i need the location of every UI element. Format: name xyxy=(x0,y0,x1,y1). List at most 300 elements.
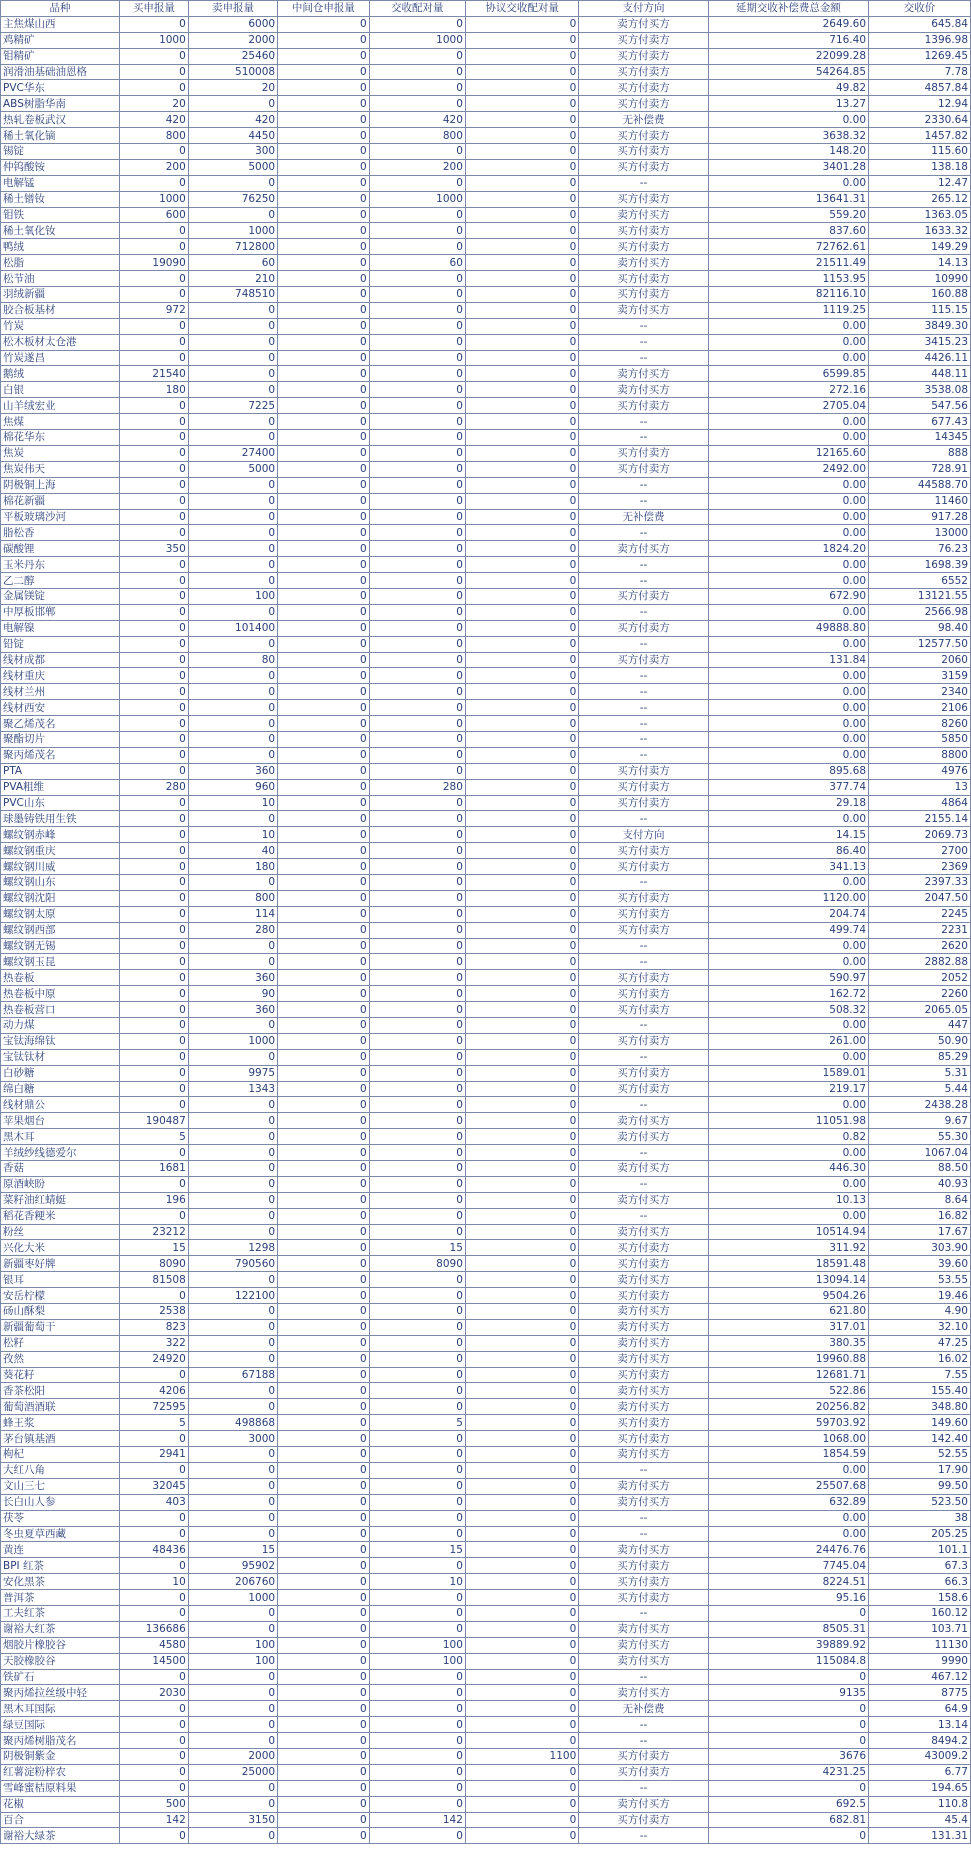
cell-buy-qty: 23212 xyxy=(120,1224,189,1240)
cell-mid-qty: 0 xyxy=(278,843,370,859)
cell-variety: 宝钛海绵钛 xyxy=(1,1033,120,1049)
table-row xyxy=(1,1558,971,1574)
cell-compensation: 341.13 xyxy=(708,859,868,875)
cell-mid-qty: 0 xyxy=(278,588,370,604)
cell-compensation: 12165.60 xyxy=(708,445,868,461)
cell-variety: 动力煤 xyxy=(1,1018,120,1034)
cell-agreement-qty: 0 xyxy=(465,350,578,366)
cell-settle-price: 448.11 xyxy=(869,366,971,382)
cell-buy-qty: 0 xyxy=(120,445,189,461)
cell-buy-qty: 0 xyxy=(120,1733,189,1749)
cell-mid-qty: 0 xyxy=(278,1176,370,1192)
cell-agreement-qty: 0 xyxy=(465,1637,578,1653)
cell-payment-direction: -- xyxy=(579,731,708,747)
cell-variety: 粉丝 xyxy=(1,1224,120,1240)
cell-payment-direction: 卖方付买方 xyxy=(579,1192,708,1208)
cell-buy-qty: 0 xyxy=(120,684,189,700)
cell-mid-qty: 0 xyxy=(278,1574,370,1590)
table-row xyxy=(1,1049,971,1065)
table-row xyxy=(1,986,971,1002)
cell-sell-qty: 3150 xyxy=(188,1812,277,1828)
cell-compensation: 12681.71 xyxy=(708,1367,868,1383)
cell-match-qty: 0 xyxy=(369,1605,465,1621)
cell-sell-qty: 40 xyxy=(188,843,277,859)
cell-compensation: 9504.26 xyxy=(708,1288,868,1304)
cell-variety: 安化黑茶 xyxy=(1,1574,120,1590)
table-row xyxy=(1,414,971,430)
table-row xyxy=(1,430,971,446)
cell-mid-qty: 0 xyxy=(278,461,370,477)
cell-mid-qty: 0 xyxy=(278,287,370,303)
cell-sell-qty: 0 xyxy=(188,382,277,398)
cell-settle-price: 115.15 xyxy=(869,302,971,318)
cell-buy-qty: 196 xyxy=(120,1192,189,1208)
table-row xyxy=(1,843,971,859)
cell-match-qty: 0 xyxy=(369,366,465,382)
cell-sell-qty: 0 xyxy=(188,1685,277,1701)
table-row xyxy=(1,684,971,700)
cell-agreement-qty: 0 xyxy=(465,318,578,334)
cell-agreement-qty: 0 xyxy=(465,652,578,668)
cell-settle-price: 547.56 xyxy=(869,398,971,414)
cell-mid-qty: 0 xyxy=(278,731,370,747)
cell-match-qty: 0 xyxy=(369,684,465,700)
table-row xyxy=(1,1669,971,1685)
cell-compensation: 311.92 xyxy=(708,1240,868,1256)
cell-payment-direction: 卖方付买方 xyxy=(579,302,708,318)
cell-match-qty: 0 xyxy=(369,1002,465,1018)
cell-variety: 谢裕大绿茶 xyxy=(1,1828,120,1844)
cell-compensation: 377.74 xyxy=(708,779,868,795)
cell-match-qty: 0 xyxy=(369,811,465,827)
cell-sell-qty: 0 xyxy=(188,1176,277,1192)
cell-variety: 平板玻璃沙河 xyxy=(1,509,120,525)
cell-mid-qty: 0 xyxy=(278,1462,370,1478)
cell-buy-qty: 0 xyxy=(120,80,189,96)
cell-mid-qty: 0 xyxy=(278,525,370,541)
table-row xyxy=(1,223,971,239)
cell-settle-price: 728.91 xyxy=(869,461,971,477)
cell-payment-direction: 无补偿费 xyxy=(579,1701,708,1717)
cell-agreement-qty: 0 xyxy=(465,1717,578,1733)
table-row xyxy=(1,1478,971,1494)
cell-agreement-qty: 0 xyxy=(465,763,578,779)
cell-mid-qty: 0 xyxy=(278,1033,370,1049)
cell-mid-qty: 0 xyxy=(278,1717,370,1733)
table-row xyxy=(1,700,971,716)
cell-compensation: 0 xyxy=(708,1669,868,1685)
cell-match-qty: 15 xyxy=(369,1240,465,1256)
cell-settle-price: 12.94 xyxy=(869,96,971,112)
cell-settle-price: 13.14 xyxy=(869,1717,971,1733)
cell-match-qty: 0 xyxy=(369,1494,465,1510)
cell-payment-direction: 买方付卖方 xyxy=(579,1002,708,1018)
cell-buy-qty: 0 xyxy=(120,954,189,970)
cell-mid-qty: 0 xyxy=(278,48,370,64)
cell-variety: 新疆枣好牌 xyxy=(1,1256,120,1272)
table-row xyxy=(1,32,971,48)
cell-buy-qty: 48436 xyxy=(120,1542,189,1558)
cell-match-qty: 0 xyxy=(369,1033,465,1049)
cell-payment-direction: 买方付卖方 xyxy=(579,906,708,922)
cell-sell-qty: 0 xyxy=(188,414,277,430)
cell-compensation: 0.00 xyxy=(708,684,868,700)
cell-payment-direction: -- xyxy=(579,557,708,573)
cell-agreement-qty: 0 xyxy=(465,1590,578,1606)
cell-match-qty: 0 xyxy=(369,1065,465,1081)
cell-variety: 热轧卷板武汉 xyxy=(1,112,120,128)
cell-variety: 新疆葡萄干 xyxy=(1,1319,120,1335)
cell-sell-qty: 67188 xyxy=(188,1367,277,1383)
table-row xyxy=(1,557,971,573)
cell-variety: 金属镁锭 xyxy=(1,588,120,604)
cell-sell-qty: 0 xyxy=(188,1129,277,1145)
cell-mid-qty: 0 xyxy=(278,1828,370,1844)
cell-buy-qty: 0 xyxy=(120,843,189,859)
cell-settle-price: 2700 xyxy=(869,843,971,859)
table-row xyxy=(1,1510,971,1526)
cell-variety: 菜籽油红蜻蜓 xyxy=(1,1192,120,1208)
cell-mid-qty: 0 xyxy=(278,144,370,160)
cell-sell-qty: 122100 xyxy=(188,1288,277,1304)
cell-match-qty: 0 xyxy=(369,1590,465,1606)
cell-agreement-qty: 0 xyxy=(465,1065,578,1081)
cell-settle-price: 16.02 xyxy=(869,1351,971,1367)
cell-compensation: 0.00 xyxy=(708,175,868,191)
table-row xyxy=(1,1605,971,1621)
table-row xyxy=(1,938,971,954)
table-row xyxy=(1,636,971,652)
cell-settle-price: 14.13 xyxy=(869,255,971,271)
cell-mid-qty: 0 xyxy=(278,922,370,938)
cell-agreement-qty: 0 xyxy=(465,938,578,954)
cell-mid-qty: 0 xyxy=(278,684,370,700)
cell-agreement-qty: 0 xyxy=(465,811,578,827)
table-row xyxy=(1,112,971,128)
cell-compensation: 13641.31 xyxy=(708,191,868,207)
cell-agreement-qty: 0 xyxy=(465,1367,578,1383)
cell-agreement-qty: 0 xyxy=(465,477,578,493)
cell-buy-qty: 0 xyxy=(120,1462,189,1478)
cell-mid-qty: 0 xyxy=(278,1812,370,1828)
table-row xyxy=(1,1208,971,1224)
table-row xyxy=(1,1542,971,1558)
cell-compensation: 39889.92 xyxy=(708,1637,868,1653)
cell-settle-price: 8260 xyxy=(869,716,971,732)
cell-sell-qty: 498868 xyxy=(188,1415,277,1431)
cell-agreement-qty: 0 xyxy=(465,509,578,525)
cell-buy-qty: 0 xyxy=(120,1590,189,1606)
cell-buy-qty: 0 xyxy=(120,906,189,922)
cell-variety: 白银 xyxy=(1,382,120,398)
cell-payment-direction: -- xyxy=(579,716,708,732)
cell-variety: 线材鼎公 xyxy=(1,1097,120,1113)
cell-mid-qty: 0 xyxy=(278,938,370,954)
cell-compensation: 21511.49 xyxy=(708,255,868,271)
cell-compensation: 0 xyxy=(708,1733,868,1749)
cell-match-qty: 0 xyxy=(369,1447,465,1463)
cell-mid-qty: 0 xyxy=(278,398,370,414)
cell-compensation: 0.00 xyxy=(708,525,868,541)
cell-mid-qty: 0 xyxy=(278,954,370,970)
cell-settle-price: 348.80 xyxy=(869,1399,971,1415)
cell-agreement-qty: 0 xyxy=(465,1097,578,1113)
cell-settle-price: 5.31 xyxy=(869,1065,971,1081)
cell-mid-qty: 0 xyxy=(278,1161,370,1177)
cell-compensation: 716.40 xyxy=(708,32,868,48)
cell-agreement-qty: 0 xyxy=(465,1621,578,1637)
cell-mid-qty: 0 xyxy=(278,1383,370,1399)
cell-match-qty: 0 xyxy=(369,1176,465,1192)
cell-match-qty: 0 xyxy=(369,1701,465,1717)
cell-payment-direction: -- xyxy=(579,747,708,763)
cell-buy-qty: 180 xyxy=(120,382,189,398)
cell-agreement-qty: 0 xyxy=(465,159,578,175)
cell-match-qty: 0 xyxy=(369,64,465,80)
cell-buy-qty: 0 xyxy=(120,922,189,938)
cell-mid-qty: 0 xyxy=(278,906,370,922)
cell-compensation: 559.20 xyxy=(708,207,868,223)
cell-sell-qty: 90 xyxy=(188,986,277,1002)
cell-sell-qty: 0 xyxy=(188,477,277,493)
table-row xyxy=(1,1145,971,1161)
cell-mid-qty: 0 xyxy=(278,1304,370,1320)
col-header-match-qty: 交收配对量 xyxy=(369,1,465,17)
cell-mid-qty: 0 xyxy=(278,1256,370,1272)
cell-payment-direction: -- xyxy=(579,525,708,541)
cell-variety: 螺纹钢太原 xyxy=(1,906,120,922)
cell-mid-qty: 0 xyxy=(278,1097,370,1113)
cell-compensation: 219.17 xyxy=(708,1081,868,1097)
cell-compensation: 621.80 xyxy=(708,1304,868,1320)
cell-buy-qty: 0 xyxy=(120,1780,189,1796)
cell-match-qty: 0 xyxy=(369,1288,465,1304)
cell-compensation: 0 xyxy=(708,1717,868,1733)
cell-buy-qty: 0 xyxy=(120,334,189,350)
cell-variety: 锡锭 xyxy=(1,144,120,160)
table-row xyxy=(1,1574,971,1590)
cell-buy-qty: 0 xyxy=(120,604,189,620)
cell-settle-price: 3538.08 xyxy=(869,382,971,398)
table-row xyxy=(1,1415,971,1431)
cell-payment-direction: 买方付卖方 xyxy=(579,80,708,96)
cell-agreement-qty: 0 xyxy=(465,922,578,938)
cell-payment-direction: 卖方付买方 xyxy=(579,1351,708,1367)
cell-buy-qty: 0 xyxy=(120,557,189,573)
cell-variety: 线材西安 xyxy=(1,700,120,716)
cell-sell-qty: 9975 xyxy=(188,1065,277,1081)
cell-sell-qty: 0 xyxy=(188,1399,277,1415)
table-row xyxy=(1,207,971,223)
cell-match-qty: 0 xyxy=(369,1383,465,1399)
cell-settle-price: 9990 xyxy=(869,1653,971,1669)
cell-compensation: 72762.61 xyxy=(708,239,868,255)
cell-payment-direction: 买方付卖方 xyxy=(579,1590,708,1606)
cell-sell-qty: 0 xyxy=(188,1733,277,1749)
cell-agreement-qty: 0 xyxy=(465,366,578,382)
table-row xyxy=(1,1796,971,1812)
cell-settle-price: 38 xyxy=(869,1510,971,1526)
cell-buy-qty: 0 xyxy=(120,525,189,541)
cell-agreement-qty: 0 xyxy=(465,1208,578,1224)
cell-match-qty: 0 xyxy=(369,859,465,875)
cell-mid-qty: 0 xyxy=(278,1335,370,1351)
table-row xyxy=(1,1447,971,1463)
table-row xyxy=(1,96,971,112)
cell-variety: 红薯淀粉梓农 xyxy=(1,1764,120,1780)
cell-settle-price: 523.50 xyxy=(869,1494,971,1510)
cell-agreement-qty: 0 xyxy=(465,96,578,112)
cell-compensation: 0.00 xyxy=(708,636,868,652)
cell-buy-qty: 0 xyxy=(120,493,189,509)
cell-mid-qty: 0 xyxy=(278,716,370,732)
cell-compensation: 0.00 xyxy=(708,318,868,334)
cell-compensation: 0 xyxy=(708,1605,868,1621)
cell-payment-direction: 买方付卖方 xyxy=(579,779,708,795)
cell-match-qty: 0 xyxy=(369,1208,465,1224)
cell-compensation: 4231.25 xyxy=(708,1764,868,1780)
cell-variety: 长白山人参 xyxy=(1,1494,120,1510)
cell-mid-qty: 0 xyxy=(278,1764,370,1780)
cell-buy-qty: 0 xyxy=(120,318,189,334)
cell-agreement-qty: 0 xyxy=(465,1335,578,1351)
cell-buy-qty: 0 xyxy=(120,461,189,477)
col-header-buy-qty: 买申报量 xyxy=(120,1,189,17)
cell-agreement-qty: 0 xyxy=(465,1018,578,1034)
cell-settle-price: 50.90 xyxy=(869,1033,971,1049)
table-row xyxy=(1,1129,971,1145)
cell-sell-qty: 210 xyxy=(188,271,277,287)
cell-compensation: 6599.85 xyxy=(708,366,868,382)
cell-payment-direction: -- xyxy=(579,1018,708,1034)
cell-match-qty: 0 xyxy=(369,1145,465,1161)
cell-mid-qty: 0 xyxy=(278,1605,370,1621)
cell-agreement-qty: 0 xyxy=(465,1176,578,1192)
cell-match-qty: 0 xyxy=(369,525,465,541)
cell-sell-qty: 0 xyxy=(188,302,277,318)
cell-match-qty: 0 xyxy=(369,1796,465,1812)
cell-compensation: 25507.68 xyxy=(708,1478,868,1494)
table-row xyxy=(1,1081,971,1097)
cell-agreement-qty: 0 xyxy=(465,906,578,922)
cell-payment-direction: 买方付卖方 xyxy=(579,1558,708,1574)
cell-compensation: 3676 xyxy=(708,1748,868,1764)
cell-compensation: 13094.14 xyxy=(708,1272,868,1288)
cell-payment-direction: -- xyxy=(579,477,708,493)
cell-mid-qty: 0 xyxy=(278,763,370,779)
cell-variety: 雪峰蜜桔原料果 xyxy=(1,1780,120,1796)
cell-mid-qty: 0 xyxy=(278,509,370,525)
cell-settle-price: 917.28 xyxy=(869,509,971,525)
cell-buy-qty: 21540 xyxy=(120,366,189,382)
table-row xyxy=(1,1335,971,1351)
cell-payment-direction: 无补偿费 xyxy=(579,509,708,525)
cell-agreement-qty: 0 xyxy=(465,1701,578,1717)
cell-agreement-qty: 0 xyxy=(465,1161,578,1177)
cell-settle-price: 194.65 xyxy=(869,1780,971,1796)
cell-agreement-qty: 0 xyxy=(465,731,578,747)
cell-buy-qty: 0 xyxy=(120,1097,189,1113)
cell-agreement-qty: 0 xyxy=(465,1828,578,1844)
cell-match-qty: 0 xyxy=(369,843,465,859)
table-row xyxy=(1,525,971,541)
cell-payment-direction: 卖方付买方 xyxy=(579,1383,708,1399)
cell-agreement-qty: 0 xyxy=(465,970,578,986)
cell-variety: 羽绒新疆 xyxy=(1,287,120,303)
cell-variety: 螺纹钢重庆 xyxy=(1,843,120,859)
cell-sell-qty: 0 xyxy=(188,731,277,747)
table-row xyxy=(1,1065,971,1081)
cell-compensation: 2649.60 xyxy=(708,16,868,32)
cell-payment-direction: 买方付卖方 xyxy=(579,96,708,112)
cell-settle-price: 1633.32 xyxy=(869,223,971,239)
cell-variety: 松脂 xyxy=(1,255,120,271)
table-row xyxy=(1,1431,971,1447)
cell-compensation: 837.60 xyxy=(708,223,868,239)
cell-mid-qty: 0 xyxy=(278,859,370,875)
cell-variety: 香茶松阳 xyxy=(1,1383,120,1399)
table-row xyxy=(1,620,971,636)
cell-sell-qty: 712800 xyxy=(188,239,277,255)
cell-variety: PVA粗维 xyxy=(1,779,120,795)
cell-agreement-qty: 0 xyxy=(465,223,578,239)
cell-agreement-qty: 0 xyxy=(465,827,578,843)
cell-payment-direction: 买方付卖方 xyxy=(579,1431,708,1447)
cell-mid-qty: 0 xyxy=(278,1542,370,1558)
cell-compensation: 54264.85 xyxy=(708,64,868,80)
cell-agreement-qty: 0 xyxy=(465,557,578,573)
cell-settle-price: 2065.05 xyxy=(869,1002,971,1018)
table-row xyxy=(1,1002,971,1018)
table-row xyxy=(1,1176,971,1192)
table-row xyxy=(1,302,971,318)
cell-mid-qty: 0 xyxy=(278,747,370,763)
cell-agreement-qty: 0 xyxy=(465,620,578,636)
cell-mid-qty: 0 xyxy=(278,620,370,636)
cell-variety: 稻花香粳米 xyxy=(1,1208,120,1224)
cell-agreement-qty: 0 xyxy=(465,1542,578,1558)
cell-variety: 玉米丹东 xyxy=(1,557,120,573)
cell-payment-direction: 买方付卖方 xyxy=(579,159,708,175)
cell-settle-price: 4864 xyxy=(869,795,971,811)
cell-buy-qty: 0 xyxy=(120,175,189,191)
cell-variety: PVC华东 xyxy=(1,80,120,96)
cell-mid-qty: 0 xyxy=(278,382,370,398)
table-row xyxy=(1,747,971,763)
cell-variety: 聚丙烯树脂茂名 xyxy=(1,1733,120,1749)
cell-settle-price: 17.67 xyxy=(869,1224,971,1240)
cell-payment-direction: -- xyxy=(579,318,708,334)
cell-variety: 主焦煤山西 xyxy=(1,16,120,32)
table-row xyxy=(1,827,971,843)
cell-compensation: 13.27 xyxy=(708,96,868,112)
cell-sell-qty: 1298 xyxy=(188,1240,277,1256)
cell-match-qty: 0 xyxy=(369,1335,465,1351)
cell-settle-price: 6552 xyxy=(869,573,971,589)
cell-agreement-qty: 0 xyxy=(465,1224,578,1240)
cell-buy-qty: 0 xyxy=(120,287,189,303)
cell-settle-price: 76.23 xyxy=(869,541,971,557)
cell-mid-qty: 0 xyxy=(278,795,370,811)
cell-match-qty: 0 xyxy=(369,716,465,732)
cell-mid-qty: 0 xyxy=(278,636,370,652)
cell-settle-price: 40.93 xyxy=(869,1176,971,1192)
cell-variety: 竹炭 xyxy=(1,318,120,334)
cell-buy-qty: 5 xyxy=(120,1415,189,1431)
cell-payment-direction: 卖方付买方 xyxy=(579,1319,708,1335)
cell-variety: 宝钛钛材 xyxy=(1,1049,120,1065)
cell-variety: 葡萄酒酒联 xyxy=(1,1399,120,1415)
